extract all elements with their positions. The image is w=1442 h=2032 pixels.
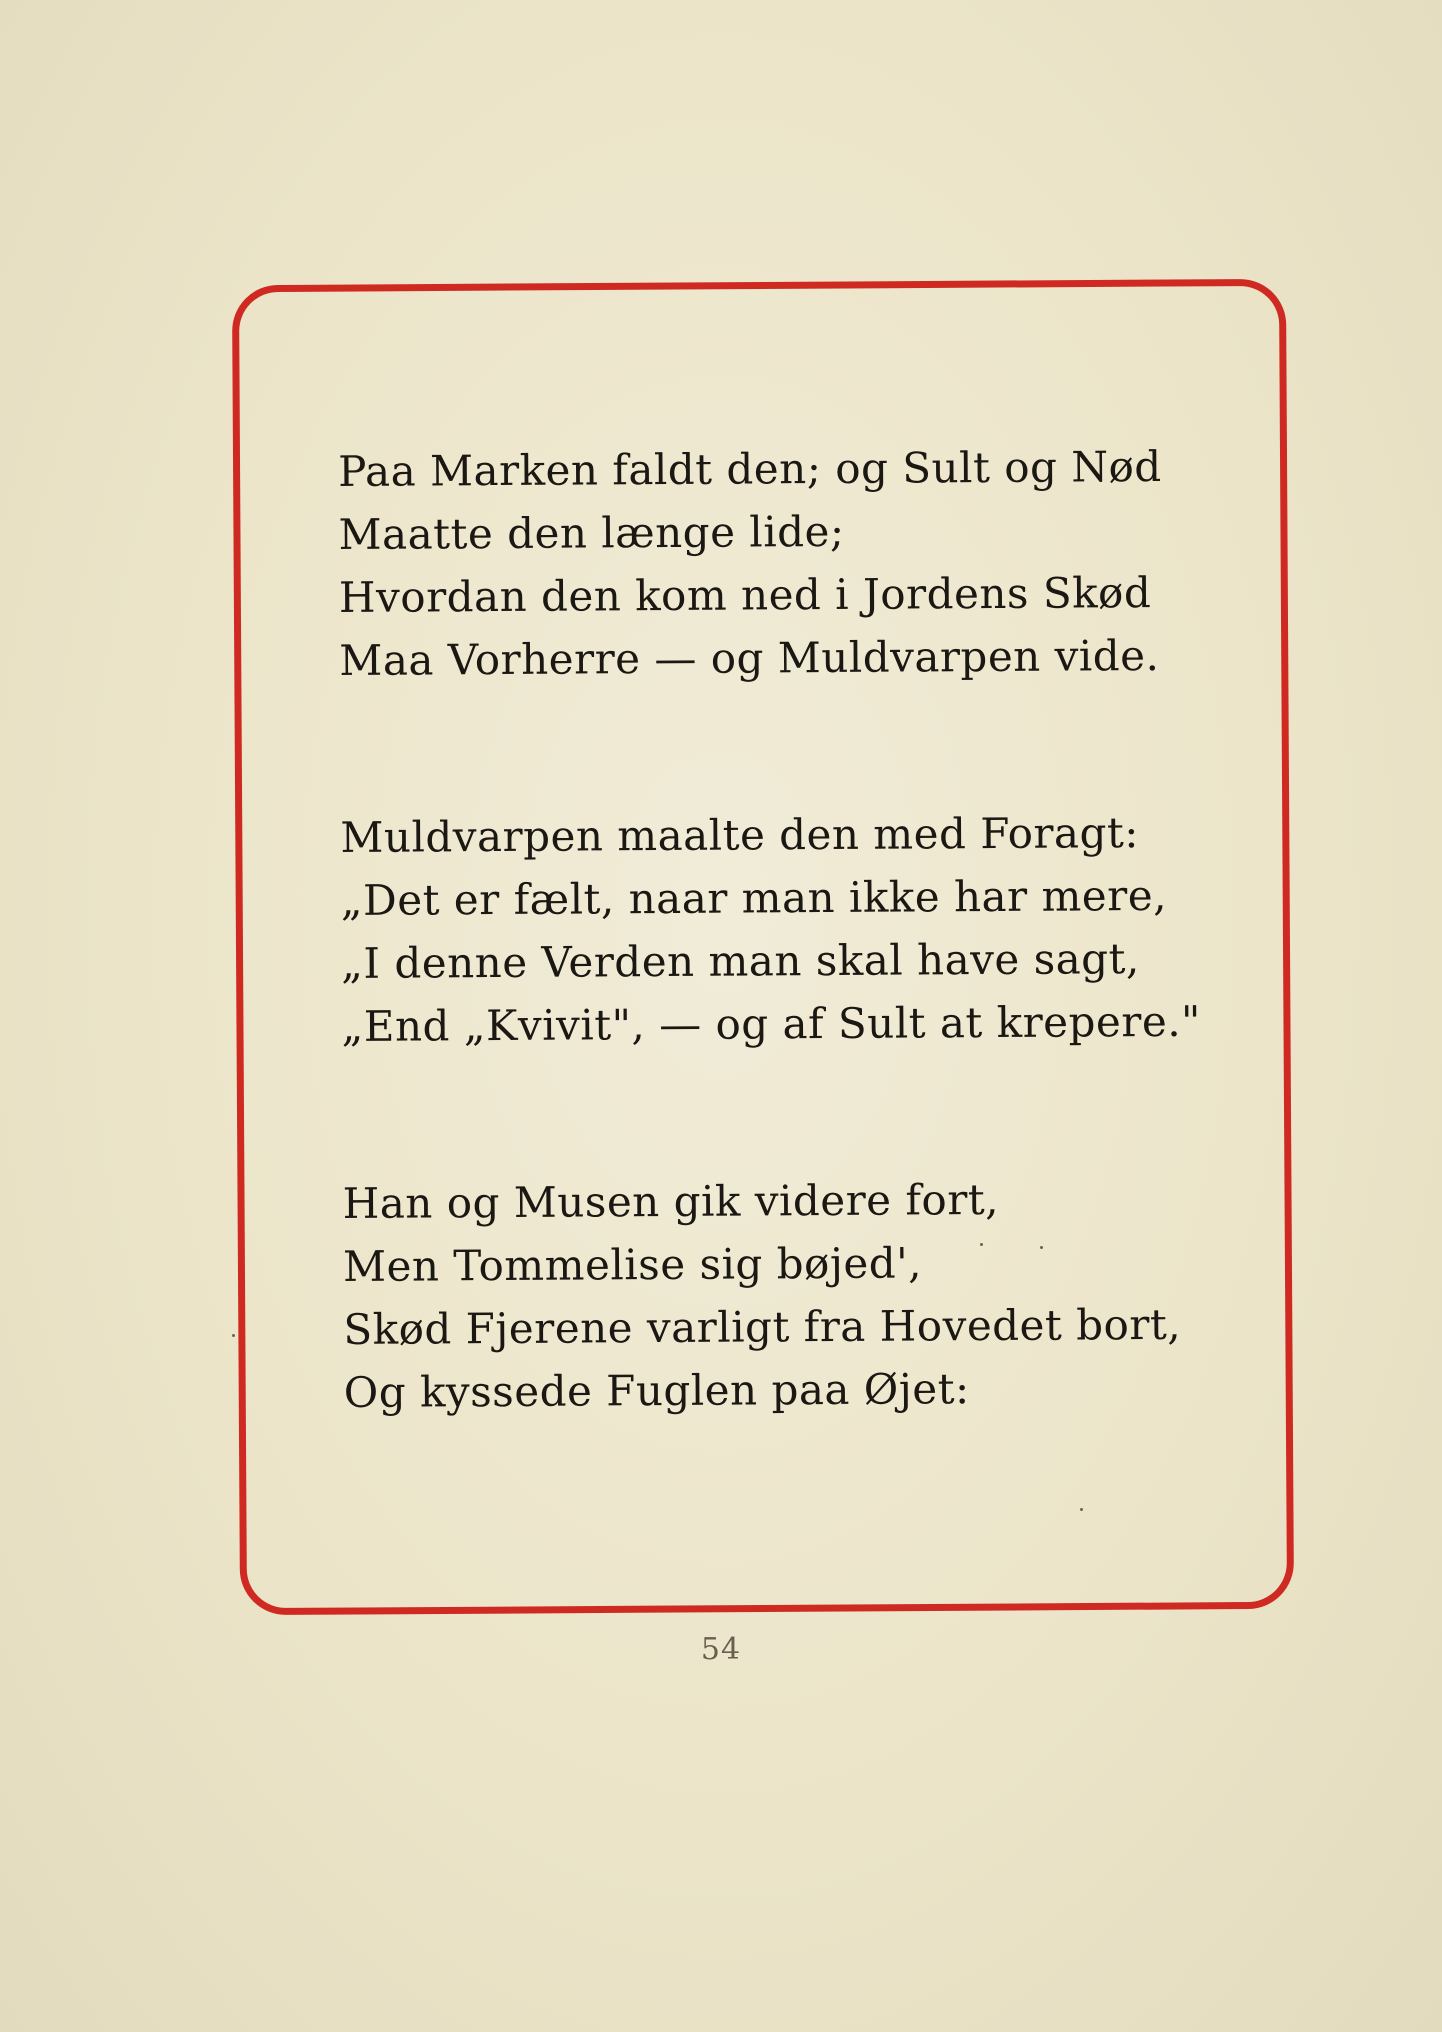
poem (338, 435, 1244, 1424)
ink-speck (1080, 1508, 1083, 1511)
page-number: 54 (700, 1632, 742, 1667)
poem-line: Han og Musen gik videre fort, (342, 1174, 1000, 1228)
stanza-2 (340, 800, 1242, 1057)
poem-line: „I denne Verden man skal have sagt, (341, 934, 1140, 988)
poem-line: Maatte den længe lide; (338, 506, 845, 559)
poem-line: „Det er fælt, naar man ikke har mere, (340, 870, 1168, 925)
poem-line: Maa Vorherre — og Muldvarpen vide. (339, 630, 1160, 685)
poem-line: Skød Fjerene varligt fra Hovedet bort, (343, 1299, 1182, 1354)
poem-line: Og kyssede Fuglen paa Øjet: (343, 1364, 970, 1417)
ink-speck (1040, 1246, 1043, 1249)
poem-line: Hvordan den kom ned i Jordens Skød (338, 568, 1152, 622)
poem-line: Paa Marken faldt den; og Sult og Nød (338, 441, 1162, 496)
poem-line: Men Tommelise sig bøjed', (342, 1238, 923, 1291)
poem-line: „End „Kvivit", — og af Sult at krepere." (341, 996, 1202, 1051)
stanza-1 (338, 435, 1240, 692)
stanza-3 (342, 1166, 1244, 1423)
ink-speck (232, 1334, 235, 1337)
ink-speck (980, 1243, 983, 1246)
poem-line: Muldvarpen maalte den med Foragt: (340, 808, 1140, 862)
